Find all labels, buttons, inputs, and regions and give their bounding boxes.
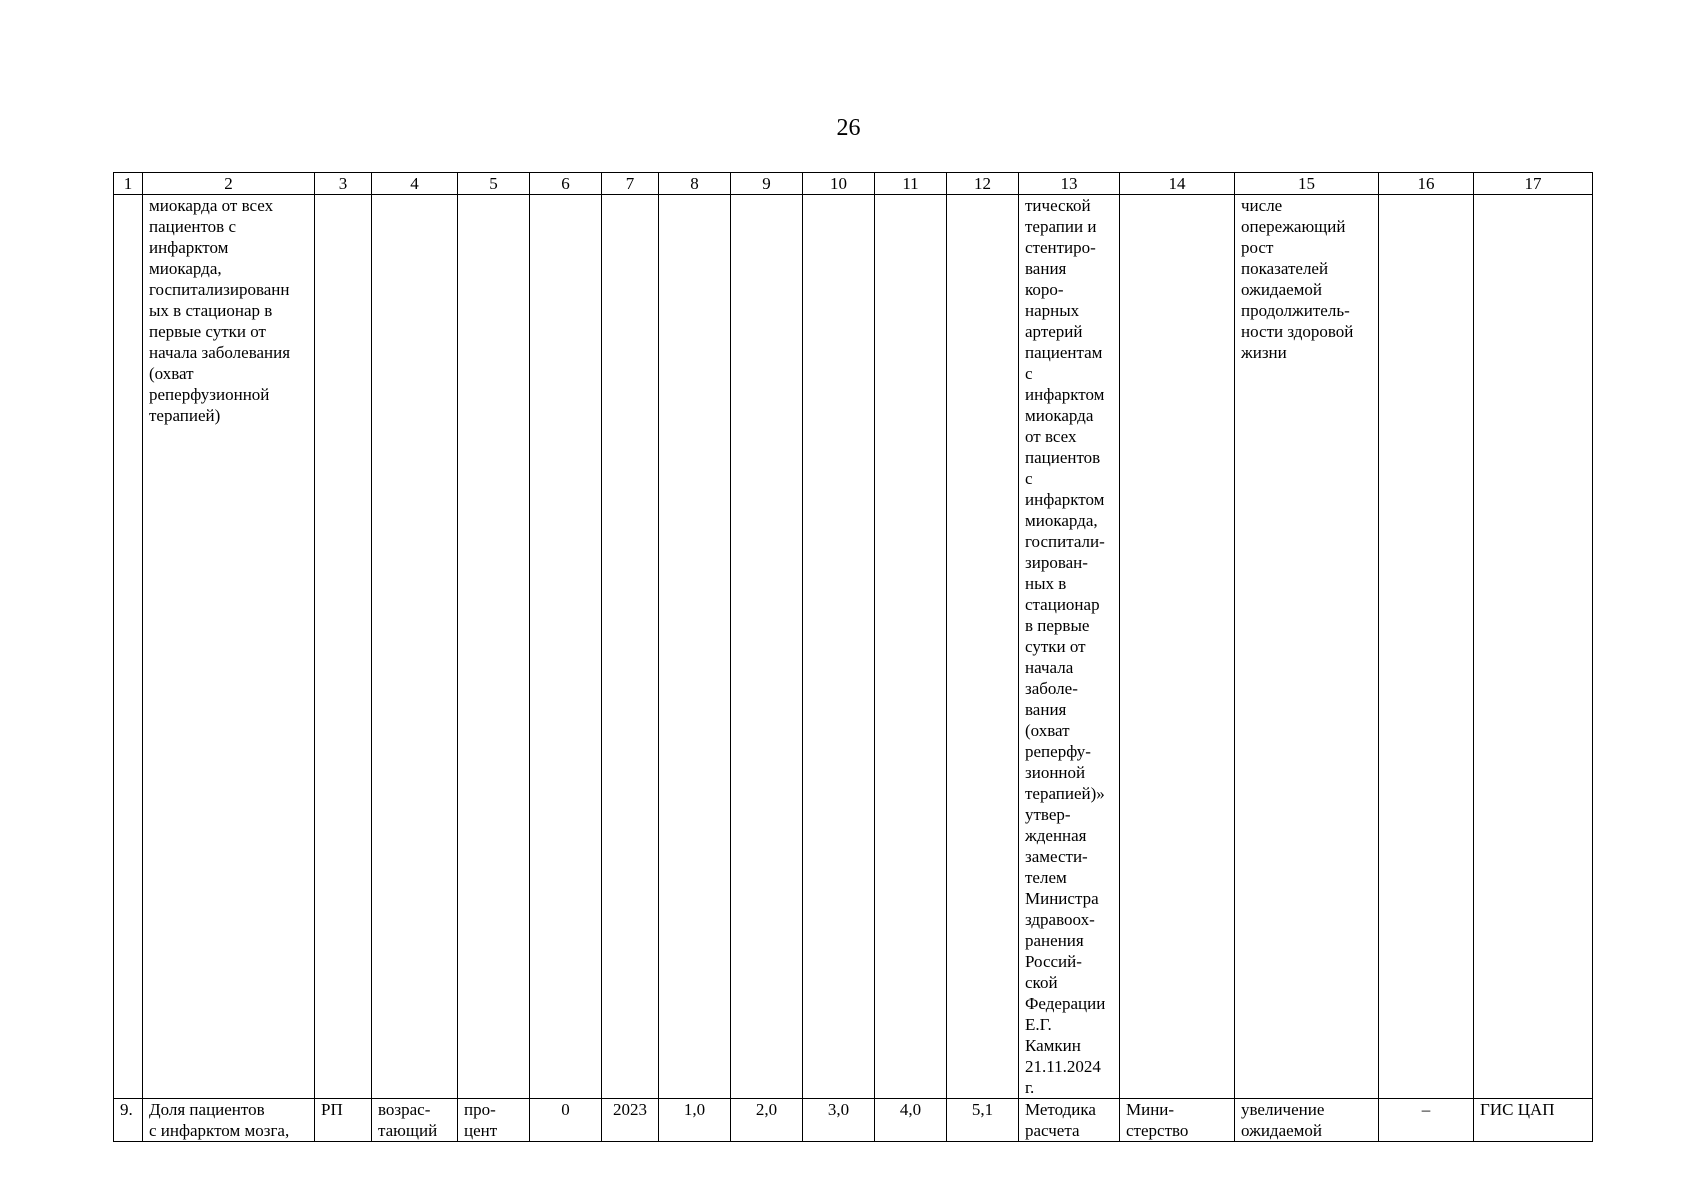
header-cell: 3 xyxy=(315,173,372,195)
base-year-cell: 2023 xyxy=(602,1099,659,1142)
goal-cell: числе опережающий рост показателей ожидаемой продолжитель- ности здоровой жизни xyxy=(1235,195,1379,1099)
trend-cell: возрас- тающий xyxy=(372,1099,458,1142)
header-cell: 9 xyxy=(731,173,803,195)
table-cell xyxy=(315,195,372,1099)
methodology-cell: тической терапии и стентиро- вания коро- нарных артерий пациентам с инфарктом миокарда от всех пациентов с инфарктом миокарда, госпитали- зирован- ных в стационар в первые сутки от начала заболе- вания (охват реперфу- зионной терапией)» утвер- жденная замести- телем Министра здравоох- ранения Россий- ской Федерации Е.Г. Камкин 21.11.2024 г. xyxy=(1019,195,1120,1099)
cell-16: – xyxy=(1379,1099,1474,1142)
row-number-cell: 9. xyxy=(114,1099,143,1142)
table-cell xyxy=(1474,195,1593,1099)
header-cell: 8 xyxy=(659,173,731,195)
header-cell: 12 xyxy=(947,173,1019,195)
header-cell: 11 xyxy=(875,173,947,195)
responsible-cell: Мини- стерство xyxy=(1120,1099,1235,1142)
table-cell xyxy=(1379,195,1474,1099)
table-header-row xyxy=(114,173,1593,195)
methodology-cell: Методика расчета xyxy=(1019,1099,1120,1142)
value-cell: 1,0 xyxy=(659,1099,731,1142)
header-cell: 10 xyxy=(803,173,875,195)
header-cell: 14 xyxy=(1120,173,1235,195)
value-cell: 4,0 xyxy=(875,1099,947,1142)
level-cell: РП xyxy=(315,1099,372,1142)
table-cell xyxy=(372,195,458,1099)
indicator-name-cell: Доля пациентов с инфарктом мозга, xyxy=(143,1099,315,1142)
table-cell xyxy=(659,195,731,1099)
table-cell xyxy=(803,195,875,1099)
table-row-9 xyxy=(114,1099,1593,1142)
table-cell xyxy=(602,195,659,1099)
indicator-name-cell: миокарда от всех пациентов с инфарктом миокарда, госпитализированн ых в стационар в первые сутки от начала заболевания (охват реперфузионной терапией) xyxy=(143,195,315,1099)
header-cell: 17 xyxy=(1474,173,1593,195)
value-cell: 2,0 xyxy=(731,1099,803,1142)
table-row-continuation xyxy=(114,195,1593,1099)
header-cell: 16 xyxy=(1379,173,1474,195)
table-cell xyxy=(875,195,947,1099)
header-cell: 7 xyxy=(602,173,659,195)
table-cell xyxy=(947,195,1019,1099)
value-cell: 3,0 xyxy=(803,1099,875,1142)
table-cell xyxy=(731,195,803,1099)
info-system-cell: ГИС ЦАП xyxy=(1474,1099,1593,1142)
unit-cell: про- цент xyxy=(458,1099,530,1142)
table-cell xyxy=(1120,195,1235,1099)
page-number: 26 xyxy=(836,115,861,141)
table-cell xyxy=(114,195,143,1099)
header-cell: 5 xyxy=(458,173,530,195)
table-cell xyxy=(458,195,530,1099)
data-table xyxy=(113,172,1593,1142)
header-cell: 4 xyxy=(372,173,458,195)
header-cell: 6 xyxy=(530,173,602,195)
goal-cell: увеличение ожидаемой xyxy=(1235,1099,1379,1142)
header-cell: 1 xyxy=(114,173,143,195)
header-cell: 13 xyxy=(1019,173,1120,195)
header-cell: 2 xyxy=(143,173,315,195)
value-cell: 5,1 xyxy=(947,1099,1019,1142)
base-value-cell: 0 xyxy=(530,1099,602,1142)
header-cell: 15 xyxy=(1235,173,1379,195)
table-cell xyxy=(530,195,602,1099)
